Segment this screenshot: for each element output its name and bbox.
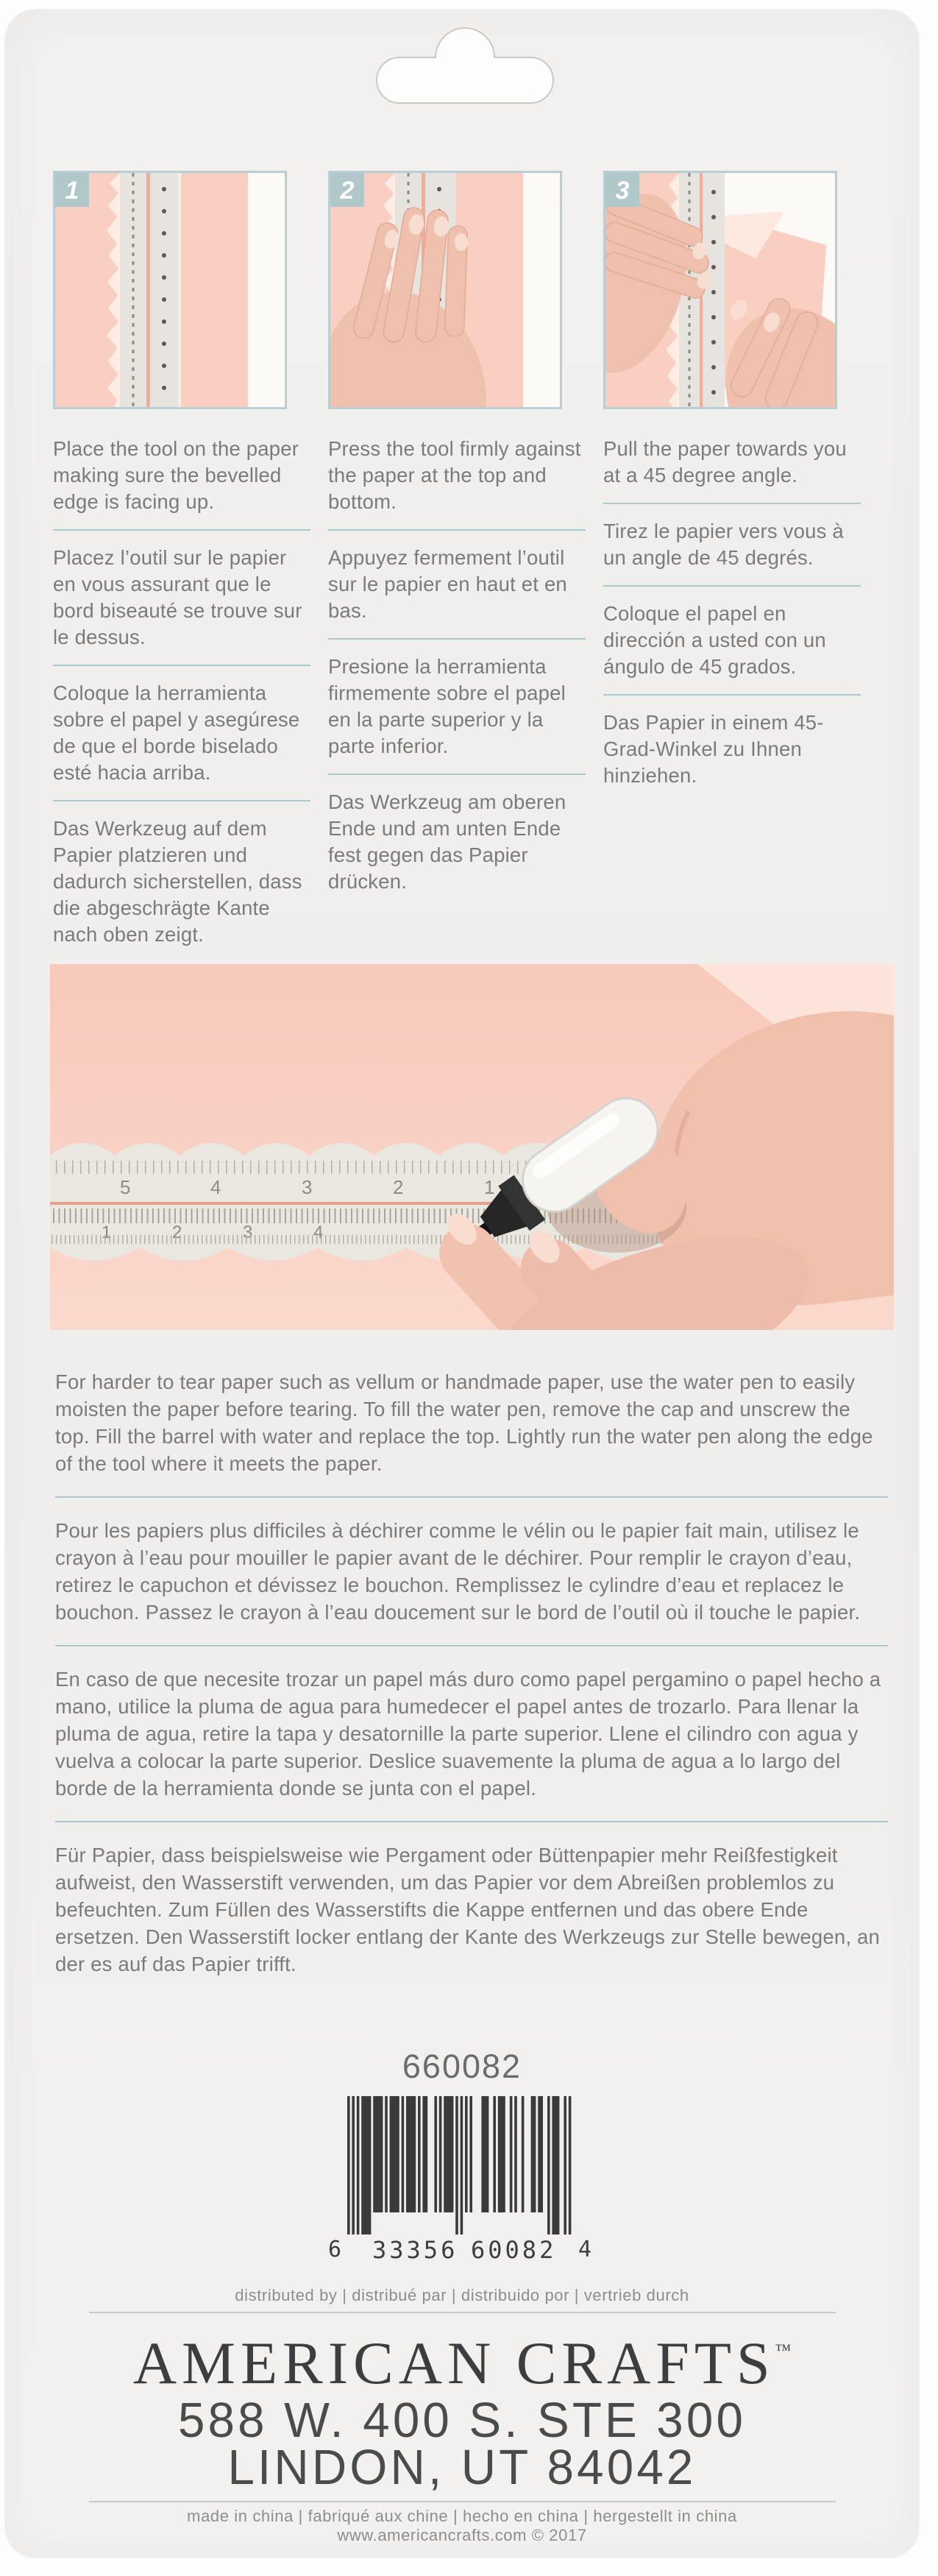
hang-hole	[369, 24, 561, 106]
brand-name: AMERICAN CRAFTS™	[132, 2329, 792, 2396]
instructions-fr: Pour les papiers plus difficiles à déchirer comme le vélin ou le papier fait main, utilisez le crayon à l’eau pour mouiller le papier avant de le déchirer. Pour remplir le crayon d’eau, retirez le capuchon et dévissez le bouchon. Remplissez le cylindre d’eau et replacez le bouchon. Passez le crayon à l’eau doucement sur le bord de l’outil où il touche le papier.	[55, 1519, 861, 1624]
footer	[6, 2286, 918, 2545]
step-2-figure	[328, 171, 562, 409]
address-line-2: LINDON, UT 84042	[227, 2440, 697, 2496]
step-3-text-en: Pull the paper towards you at a 45 degree angle.	[603, 437, 847, 486]
step-number-badge	[330, 173, 364, 207]
step-3	[603, 171, 864, 948]
language-separator	[55, 1821, 888, 1822]
step-2-text-de: Das Werkzeug am oberen Ende und am unten Ende fest gegen das Papier drücken.	[328, 790, 566, 893]
step-number-badge	[605, 173, 639, 207]
svg-text:5: 5	[120, 1176, 131, 1198]
language-separator	[55, 1645, 888, 1646]
step-3-text-de: Das Papier in einem 45-Grad-Winkel zu Ihnen hinziehen.	[603, 711, 824, 787]
website-line: www.americancrafts.com © 2017	[337, 2526, 587, 2544]
svg-text:3: 3	[243, 1222, 253, 1242]
barcode	[6, 2092, 918, 2264]
step-number-badge	[55, 173, 89, 207]
barcode-digit-right: 4	[578, 2237, 592, 2262]
svg-text:1: 1	[484, 1176, 495, 1198]
step-2-text-en: Press the tool firmly against the paper at the top and bottom.	[328, 437, 581, 513]
usage-photo	[50, 964, 894, 1330]
language-separator	[328, 638, 586, 640]
divider	[89, 2501, 836, 2502]
trademark-symbol: ™	[775, 2340, 792, 2359]
language-separator	[53, 800, 310, 802]
step-1-text-en: Place the tool on the paper making sure the bevelled edge is facing up.	[53, 437, 299, 513]
step-2	[328, 171, 589, 948]
step-1-text-es: Coloque la herramienta sobre el papel y asegúrese de que el borde biselado esté hacia arriba.	[53, 682, 300, 784]
barcode-bars	[347, 2096, 571, 2234]
made-in-line: made in china | fabriqué aux chine | hecho en china | hergestellt in china	[187, 2507, 737, 2525]
instructions-es: En caso de que necesite trozar un papel más duro como papel pergamino o papel hecho a mano, utilice la pluma de agua para humedecer el papel antes de trozarlo. Para llenar la pluma de agua, retire la tapa y desatornille la parte superior. Llene el cilindro con agua y vuelva a colocar la parte superior. Deslice suavemente la pluma de agua a lo largo del borde de la herramienta donde se junta con el papel.	[55, 1668, 881, 1800]
instructions-de: Für Papier, dass beispielsweise wie Pergament oder Büttenpapier mehr Reißfestigkeit aufweist, den Wasserstift verwenden, um das Papier vor dem Abreißen problemlos zu befeuchten. Zum Füllen des Wasserstifts die Kappe entfernen und das obere Ende ersetzen. Den Wasserstift locker entlang der Kante des Werkzeugs zur Stelle bewegen, an der es auf das Papier trifft.	[55, 1844, 881, 1975]
svg-text:1: 1	[102, 1222, 112, 1242]
distributed-by-line: distributed by | distribué par | distribuido por | vertrieb durch	[235, 2286, 689, 2304]
address-line-1: 588 W. 400 S. STE 300	[177, 2393, 747, 2449]
svg-text:2: 2	[393, 1176, 404, 1198]
language-separator	[53, 665, 310, 666]
svg-text:2: 2	[340, 177, 355, 205]
svg-text:3: 3	[302, 1176, 313, 1198]
table-background	[248, 173, 285, 407]
steps-section	[53, 171, 878, 948]
instructions-en: For harder to tear paper such as vellum or handmade paper, use the water pen to easily moisten the paper before tearing. To fill the water pen, remove the cap and unscrew the top. Fill the barrel with water and replace the top. Lightly run the water pen along the edge of the tool where it meets the paper.	[55, 1370, 873, 1475]
divider	[89, 2312, 836, 2313]
package-back	[6, 10, 918, 2557]
step-3-text-es: Coloque el papel en dirección a usted con un ángulo de 45 grados.	[603, 602, 826, 678]
svg-text:1: 1	[65, 177, 79, 205]
svg-text:2: 2	[172, 1222, 182, 1242]
barcode-digit-left: 6	[328, 2237, 342, 2262]
language-separator	[55, 1496, 888, 1498]
step-2-captions	[328, 436, 586, 895]
step-3-figure	[603, 171, 837, 409]
step-1	[53, 171, 314, 948]
step-3-text-fr: Tirez le papier vers vous à un angle de 45 degrés.	[603, 520, 844, 569]
barcode-digits-group2: 60082	[471, 2236, 557, 2264]
language-separator	[328, 774, 586, 775]
step-1-captions	[53, 436, 310, 948]
step-1-figure	[53, 171, 287, 409]
language-separator	[603, 585, 861, 587]
step-2-text-es: Presione la herramienta firmemente sobre el papel en la parte superior y la parte inferior.	[328, 655, 566, 757]
step-1-text-fr: Placez l’outil sur le papier en vous assurant que le bord biseauté se trouve sur le dessus.	[53, 546, 302, 648]
step-2-text-fr: Appuyez fermement l’outil sur le papier en haut et en bas.	[328, 546, 567, 622]
language-separator	[603, 694, 861, 696]
step-3-captions	[603, 436, 861, 789]
language-separator	[603, 503, 861, 504]
barcode-digits-group1: 33356	[372, 2236, 458, 2264]
svg-text:4: 4	[313, 1222, 324, 1242]
water-pen-instructions	[55, 1368, 888, 1978]
language-separator	[328, 529, 586, 531]
tearing-ruler-tool	[120, 173, 181, 407]
language-separator	[53, 529, 310, 531]
product-number: 660082	[402, 2048, 522, 2085]
svg-text:3: 3	[615, 177, 630, 205]
step-1-text-de: Das Werkzeug auf dem Papier platzieren und dadurch sicherstellen, dass die abgeschrägte Kante nach oben zeigt.	[53, 817, 302, 946]
svg-text:4: 4	[210, 1176, 221, 1198]
